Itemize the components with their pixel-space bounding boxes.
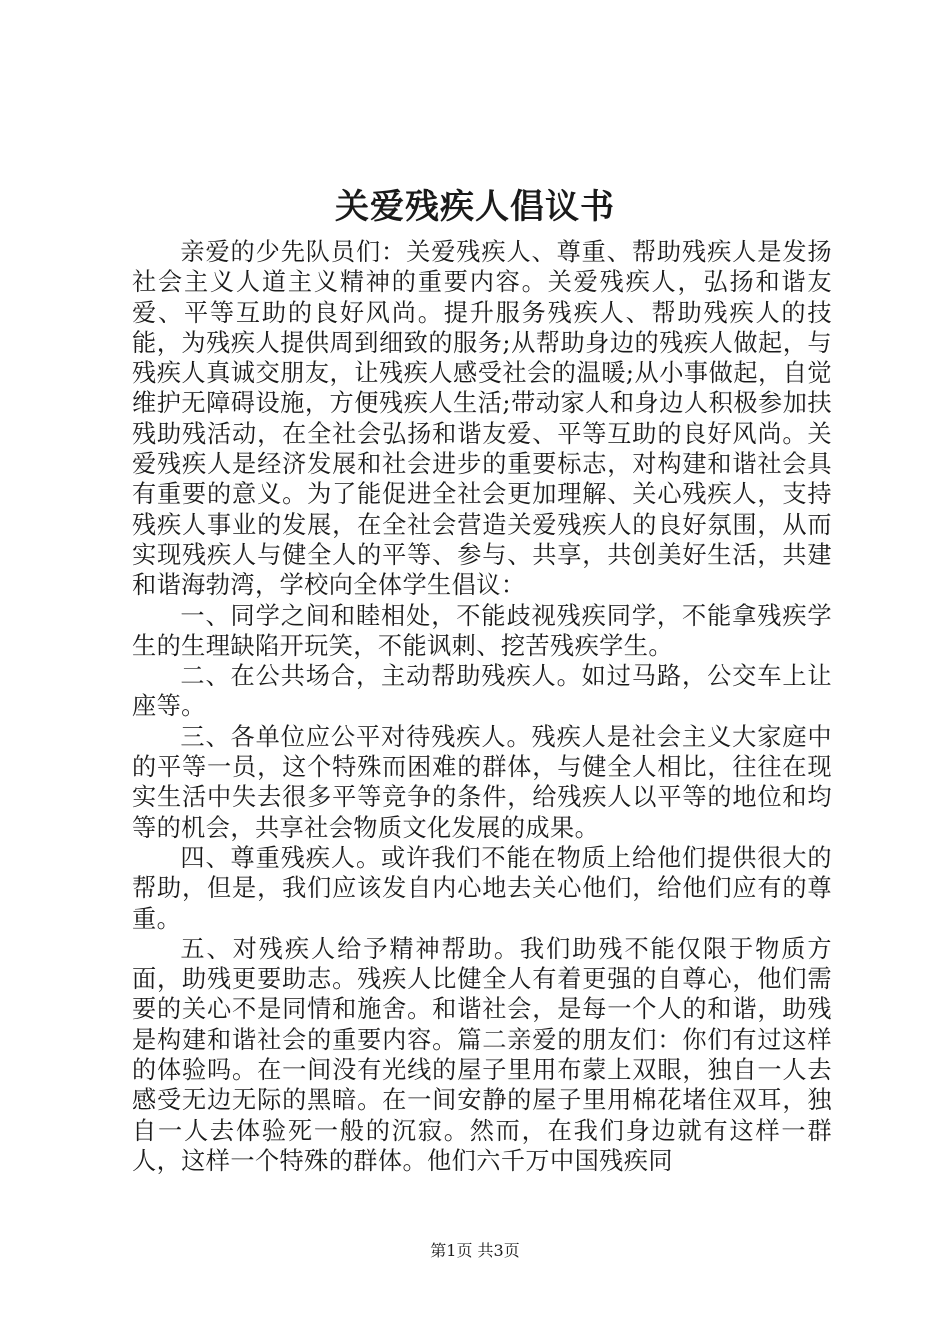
paragraph-item-2: 二、在公共场合，主动帮助残疾人。如过马路，公交车上让座等。 [132,662,832,721]
page-title: 关爱残疾人倡议书 [335,187,615,227]
paragraph-item-4: 四、尊重残疾人。或许我们不能在物质上给他们提供很大的帮助，但是，我们应该发自内心地去关心他们，给他们应有的尊重。 [132,843,832,933]
paragraph-item-5: 五、对残疾人给予精神帮助。我们助残不能仅限于物质方面，助残更要助志。残疾人比健全人有着更强的自尊心，他们需要的关心不是同情和施舍。和谐社会，是每一个人的和谐，助残是构建和谐社会的重要内容。篇二亲爱的朋友们：你们有过这样的体验吗。在一间没有光线的屋子里用布蒙上双眼，独自一人去感受无边无际的黑暗。在一间安静的屋子里用棉花堵住双耳，独自一人去体验死一般的沉寂。然而，在我们身边就有这样一群人，这样一个特殊的群体。他们六千万中国残疾同 [132,934,832,1175]
document-body [132,237,832,1176]
paragraph-intro: 亲爱的少先队员们：关爱残疾人、尊重、帮助残疾人是发扬社会主义人道主义精神的重要内容。关爱残疾人，弘扬和谐友爱、平等互助的良好风尚。提升服务残疾人、帮助残疾人的技能，为残疾人提供周到细致的服务;从帮助身边的残疾人做起，与残疾人真诚交朋友，让残疾人感受社会的温暖;从小事做起，自觉维护无障碍设施，方便残疾人生活;带动家人和身边人积极参加扶残助残活动，在全社会弘扬和谐友爱、平等互助的良好风尚。关爱残疾人是经济发展和社会进步的重要标志，对构建和谐社会具有重要的意义。为了能促进全社会更加理解、关心残疾人，支持残疾人事业的发展，在全社会营造关爱残疾人的良好氛围，从而实现残疾人与健全人的平等、参与、共享，共创美好生活，共建和谐海勃湾，学校向全体学生倡议： [132,238,832,600]
paragraph-item-3: 三、各单位应公平对待残疾人。残疾人是社会主义大家庭中的平等一员，这个特殊而困难的群体，与健全人相比，往往在现实生活中失去很多平等竞争的条件，给残疾人以平等的地位和均等的机会，共享社会物质文化发展的成果。 [132,722,832,842]
paragraph-item-1: 一、同学之间和睦相处，不能歧视残疾同学，不能拿残疾学生的生理缺陷开玩笑，不能讽刺、挖苦残疾学生。 [132,601,832,660]
page-number-footer: 第1页 共3页 [430,1241,520,1260]
